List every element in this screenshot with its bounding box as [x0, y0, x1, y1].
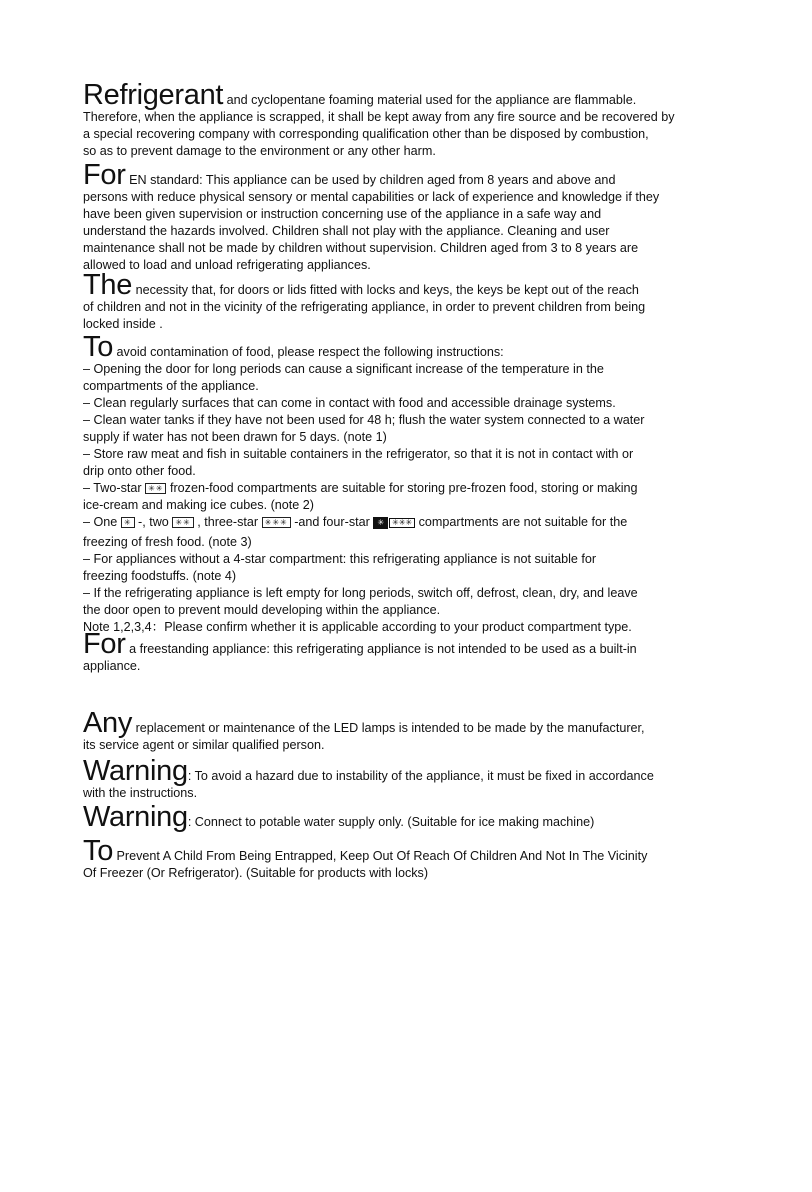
refrigerant-line-4: so as to prevent damage to the environment or any other harm. — [83, 144, 436, 158]
warning-instability-paragraph — [83, 755, 743, 802]
food-bullet-6-two: -, two — [134, 515, 173, 529]
food-bullet-3a: – Clean water tanks if they have not been used for 48 h; flush the water system connected to a water — [83, 413, 645, 427]
en-standard-line-2: persons with reduce physical sensory or mental capabilities or lack of experience and knowledge if they — [83, 190, 660, 204]
locks-line-1: necessity that, for doors or lids fitted with locks and keys, the keys be kept out of the reach — [132, 283, 639, 297]
child-entrapment-paragraph — [83, 835, 743, 882]
food-bullet-1b: compartments of the appliance. — [83, 379, 259, 393]
food-bullet-6-post: compartments are not suitable for the — [415, 515, 628, 529]
warning-instability-line-2: with the instructions. — [83, 786, 198, 800]
food-bullet-5b: ice-cream and making ice cubes. (note 2) — [83, 498, 314, 512]
refrigerant-line-2: Therefore, when the appliance is scrapped, it shall be kept away from any fire source and be recovered by — [83, 110, 675, 124]
en-standard-line-5: maintenance shall not be made by children without supervision. Children aged from 3 to 8 years are — [83, 241, 639, 255]
child-entrapment-line-2: Of Freezer (Or Refrigerator). (Suitable for products with locks) — [83, 866, 429, 880]
food-bullet-6b: freezing of fresh food. (note 3) — [83, 535, 252, 549]
three-star-icon: ✳✳✳ — [262, 517, 291, 528]
en-standard-line-1: EN standard: This appliance can be used by children aged from 8 years and above and — [125, 173, 616, 187]
four-star-icon — [373, 517, 415, 534]
child-entrapment-line-1: Prevent A Child From Being Entrapped, Keep Out Of Reach Of Children And Not In The Vicinity — [113, 849, 648, 863]
food-bullet-7b: freezing foodstuffs. (note 4) — [83, 569, 237, 583]
two-star-icon: ✳✳ — [145, 483, 166, 494]
en-standard-line-4: understand the hazards involved. Children shall not play with the appliance. Cleaning and user — [83, 224, 610, 238]
food-bullet-2: – Clean regularly surfaces that can come in contact with food and accessible drainage systems. — [83, 396, 616, 410]
freestanding-line-2: appliance. — [83, 659, 141, 673]
food-bullet-8b: the door open to prevent mould developing within the appliance. — [83, 603, 441, 617]
locks-paragraph — [83, 269, 743, 333]
refrigerant-line-1: and cyclopentane foaming material used for the appliance are flammable. — [223, 93, 637, 107]
locks-lead: The — [83, 269, 133, 301]
food-bullet-6-four: -and four-star — [290, 515, 374, 529]
warning-instability-lead: Warning — [83, 755, 188, 787]
food-paragraph — [83, 331, 743, 636]
refrigerant-lead: Refrigerant — [83, 79, 224, 111]
food-lead: To — [83, 331, 114, 363]
food-bullet-4b: drip onto other food. — [83, 464, 196, 478]
four-star-icon-black: ✳ — [373, 517, 388, 529]
food-bullet-7a: – For appliances without a 4-star compartment: this refrigerating appliance is not suitable for — [83, 552, 597, 566]
four-star-icon-white: ✳✳✳ — [389, 518, 415, 528]
freestanding-paragraph — [83, 628, 743, 675]
locks-line-3: locked inside . — [83, 317, 163, 331]
led-line-1: replacement or maintenance of the LED lamps is intended to be made by the manufacturer, — [132, 721, 645, 735]
en-standard-line-3: have been given supervision or instruction concerning use of the appliance in a safe way and — [83, 207, 602, 221]
one-star-icon: ✳ — [121, 517, 135, 528]
food-bullet-1a: – Opening the door for long periods can cause a significant increase of the temperature in the — [83, 362, 604, 376]
food-bullet-8a: – If the refrigerating appliance is left empty for long periods, switch off, defrost, clean, dry, and leave — [83, 586, 638, 600]
warning-water-paragraph — [83, 801, 743, 833]
warning-instability-line-1: : To avoid a hazard due to instability of the appliance, it must be fixed in accordance — [187, 769, 654, 783]
locks-line-2: of children and not in the vicinity of the refrigerating appliance, in order to prevent children from being — [83, 300, 646, 314]
food-bullet-3b: supply if water has not been drawn for 5 days. (note 1) — [83, 430, 387, 444]
refrigerant-line-3: a special recovering company with corresponding qualification other than be disposed by combustion, — [83, 127, 649, 141]
food-line-1: avoid contamination of food, please respect the following instructions: — [113, 345, 504, 359]
food-bullet-5a-post: frozen-food compartments are suitable for storing pre-frozen food, storing or making — [166, 481, 638, 495]
freestanding-line-1: a freestanding appliance: this refrigerating appliance is not intended to be used as a built-in — [125, 642, 637, 656]
refrigerant-paragraph — [83, 79, 743, 160]
freestanding-lead: For — [83, 628, 126, 660]
food-bullet-6-three: , three-star — [193, 515, 262, 529]
food-bullet-6-one: – One — [83, 515, 121, 529]
en-standard-line-6: allowed to load and unload refrigerating appliances. — [83, 258, 371, 272]
en-standard-lead: For — [83, 159, 126, 191]
child-entrapment-lead: To — [83, 835, 114, 867]
food-note: Note 1,2,3,4：Please confirm whether it is applicable according to your product compartment type. — [83, 620, 632, 634]
en-standard-paragraph — [83, 159, 743, 274]
led-lead: Any — [83, 707, 133, 739]
warning-water-line-1: : Connect to potable water supply only. (Suitable for ice making machine) — [187, 815, 595, 829]
led-paragraph — [83, 707, 743, 754]
two-star-icon: ✳✳ — [172, 517, 193, 528]
food-bullet-5a-pre: – Two-star — [83, 481, 146, 495]
led-line-2: its service agent or similar qualified person. — [83, 738, 325, 752]
food-bullet-4a: – Store raw meat and fish in suitable containers in the refrigerator, so that it is not in contact with or — [83, 447, 634, 461]
warning-water-lead: Warning — [83, 801, 188, 833]
